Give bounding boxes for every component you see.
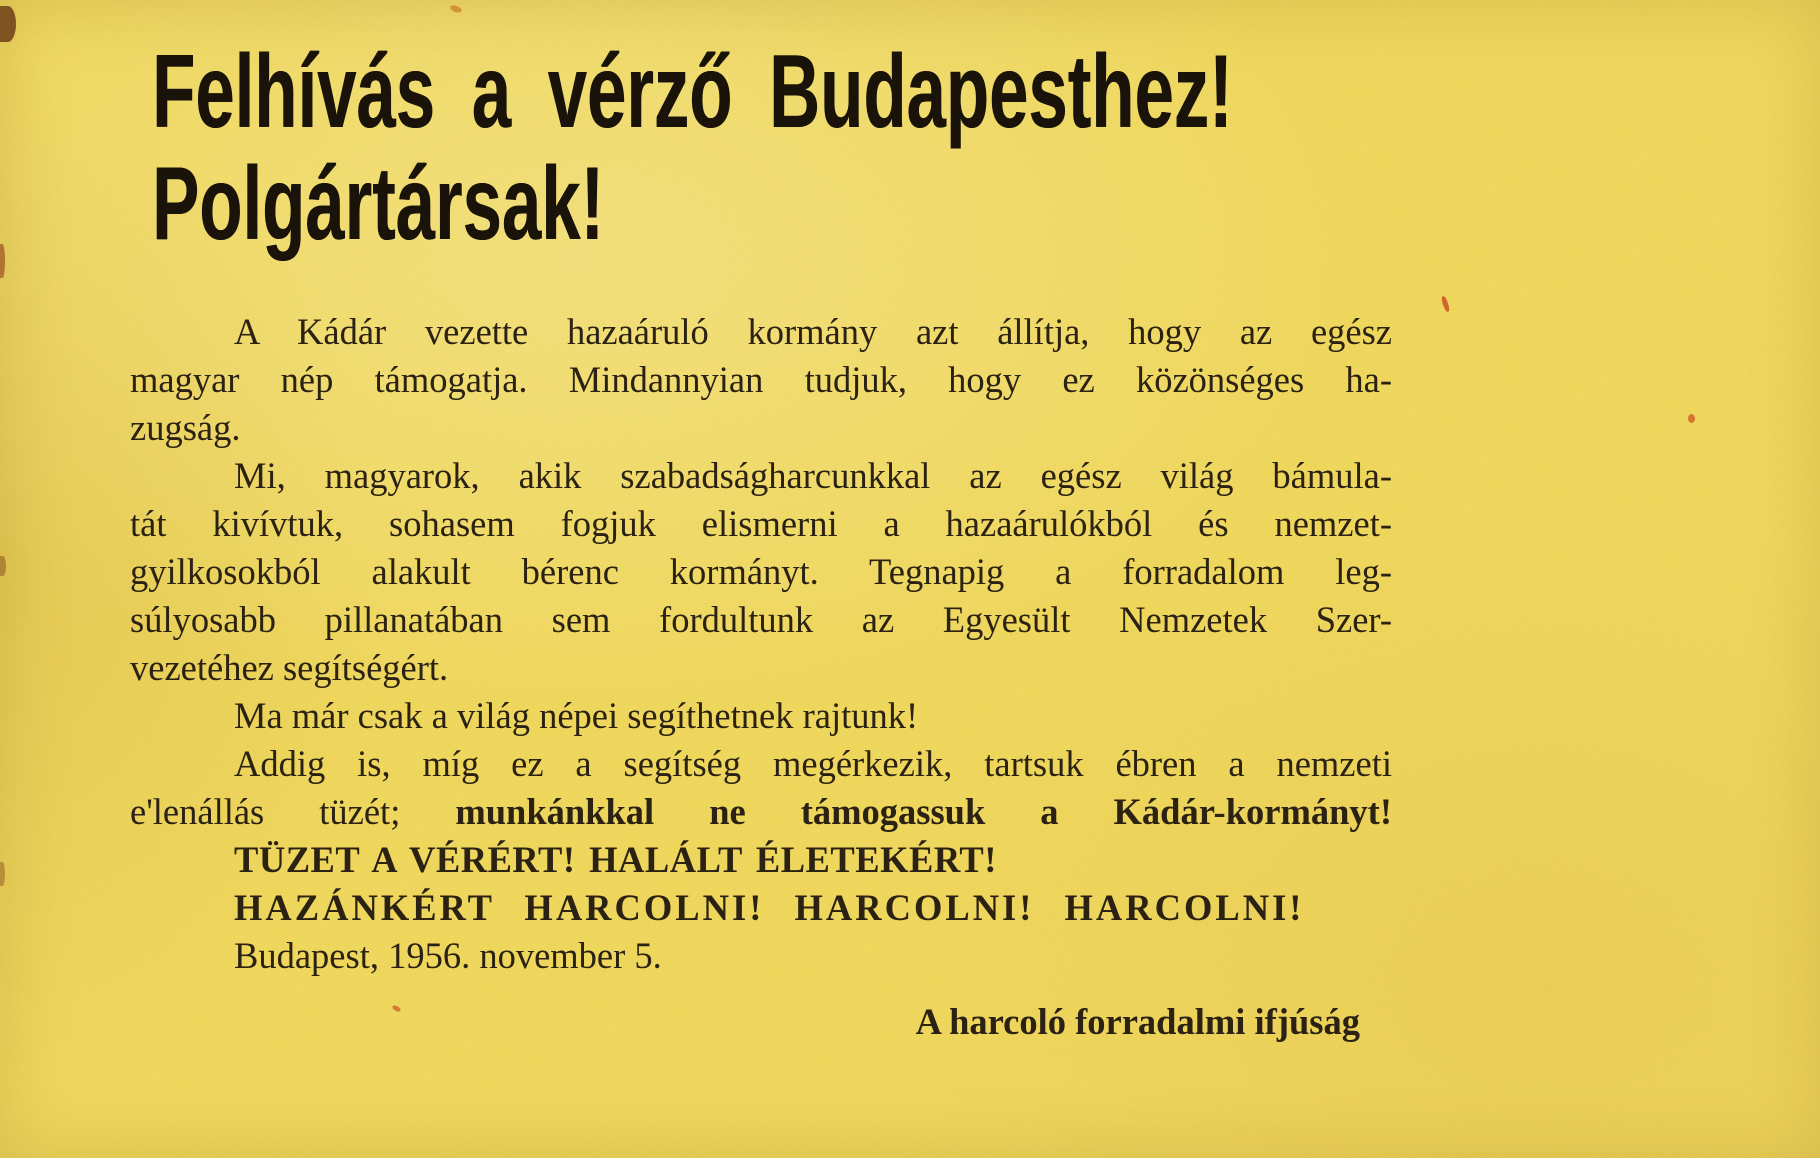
paper-speck	[1441, 296, 1451, 313]
paper-speck	[449, 4, 462, 14]
body-line: zugság.	[130, 407, 241, 448]
signature: A harcoló forradalmi ifjúság	[915, 1001, 1360, 1042]
body-line	[130, 788, 1392, 836]
body-line: Mi, magyarok, akik szabadságharcunkkal az egész világ bámula-	[234, 455, 1392, 496]
slogan-line: HAZÁNKÉRT HARCOLNI! HARCOLNI! HARCOLNI!	[234, 887, 1305, 928]
body-line: vezetéhez segítségért.	[130, 647, 449, 688]
body-line: Ma már csak a világ népei segíthetnek rajtunk!	[234, 695, 919, 736]
paper-speck	[0, 6, 16, 42]
body-text	[130, 308, 1392, 1046]
page-subtitle: Polgártársak!	[152, 146, 605, 262]
body-line: tát kivívtuk, sohasem fogjuk elismerni a hazaárulókból és nemzet-	[130, 503, 1392, 544]
body-line: A Kádár vezette hazaáruló kormány azt állítja, hogy az egész	[234, 311, 1392, 352]
dateline: Budapest, 1956. november 5.	[234, 935, 662, 976]
body-line-segment-emphasis: munkánkkal ne támogassuk a Kádár-kormányt!	[455, 791, 1392, 832]
paper-speck	[0, 244, 5, 278]
paper-speck	[0, 556, 6, 576]
body-line: gyilkosokból alakult bérenc kormányt. Tegnapig a forradalom leg-	[130, 551, 1392, 592]
body-line: Addig is, míg ez a segítség megérkezik, tartsuk ébren a nemzeti	[234, 743, 1392, 784]
title-block	[152, 36, 1741, 260]
body-line: súlyosabb pillanatában sem fordultunk az Egyesült Nemzetek Szer-	[130, 599, 1392, 640]
slogan-line: TÜZET A VÉRÉRT! HALÁLT ÉLETEKÉRT!	[234, 839, 997, 880]
body-line: magyar nép támogatja. Mindannyian tudjuk, hogy ez közönséges ha-	[130, 359, 1392, 400]
paper-speck	[0, 862, 5, 886]
page-title: Felhívás a vérző Budapesthez!	[152, 34, 1233, 150]
body-line-segment: e'lenállás tüzét;	[130, 791, 456, 832]
paper-speck	[1688, 414, 1695, 423]
